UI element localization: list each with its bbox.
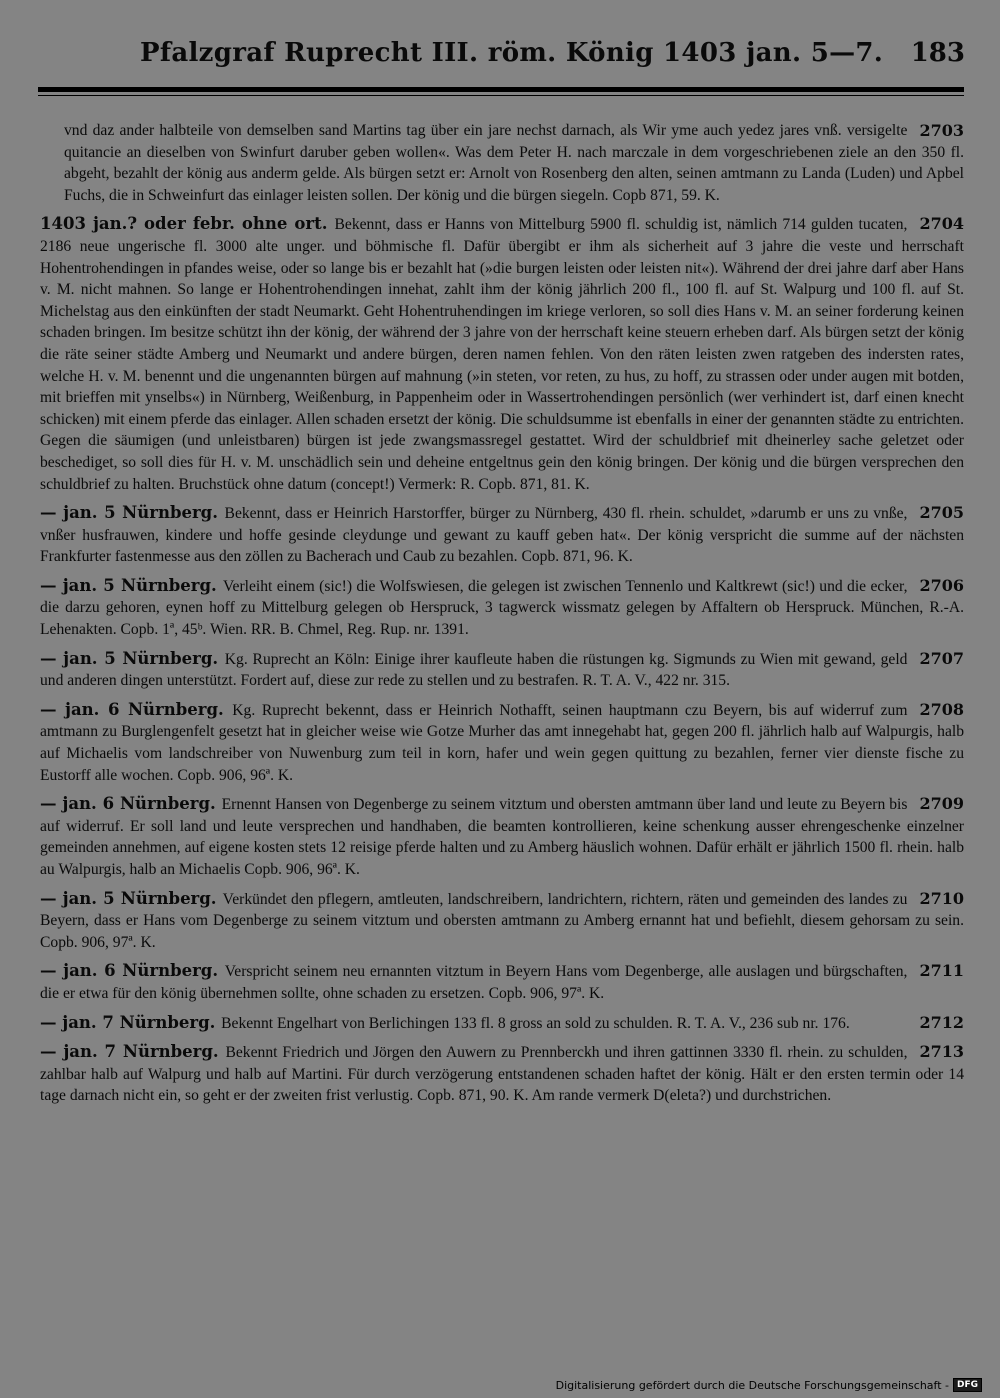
entry-text: Bekennt Engelhart von Berlichingen 133 fl. 8 gross an sold zu schulden. R. T. A. V., 236 sub nr. 176. (221, 1014, 850, 1032)
entry-2706 (40, 575, 964, 641)
entry-2708 (40, 699, 964, 786)
document-body (40, 120, 964, 1114)
entry-date: — jan. 5 Nürnberg. (40, 888, 223, 908)
entry-number: 2708 (919, 699, 964, 719)
entry-2713 (40, 1041, 964, 1107)
page-header (40, 38, 965, 78)
entry-date: — jan. 6 Nürnberg. (40, 794, 222, 814)
page-number: 183 (910, 38, 965, 68)
entry-date: — jan. 6 Nürnberg. (40, 699, 233, 719)
entry-number: 2711 (919, 961, 964, 981)
entry-text: Verleiht einem (sic!) die Wolfswiesen, die gelegen ist zwischen Tennenlo und Kaltkrewt (sic!) und die ecker, die darzu gehoren, eynen hoff zu Mittelburg gelegen ob Herspruck, 3 tagwerck wissmatz gelegen by Affaltern ob Herspruck. München, R.-A. Lehenakten. Copb. 1ª, 45ᵇ. Wien. RR. B. Chmel, Reg. Rup. nr. 1391. (40, 577, 964, 639)
entry-text: Ernennt Hansen von Degenberge zu seinem vitztum und obersten amtmann über land und leute zu Beyern bis auf widerruf. Er soll land und leute versprechen und handhaben, die beamten kontrollieren, keine schenkung ausser ehrengeschenke einzelner gemeinden annehmen, auf eigene kosten stets 12 reisige pferde halten und zu Amberg häuslich wohnen. Dafür erhält er jährlich 1500 fl. rhein. halb au Walpurgis, halb an Michaelis Copb. 906, 96ª. K. (40, 796, 964, 878)
entry-2703 (40, 120, 964, 206)
dfg-logo: DFG (953, 1378, 982, 1392)
entry-date: — jan. 5 Nürnberg. (40, 575, 223, 595)
entry-text: vnd daz ander halbteile von demselben sand Martins tag über ein jare nechst darnach, als Wir yme auch yedez jares vnß. versigelte quitancie an dieselben von Swinfurt daruber geben wollen«. Was dem Peter H. nach marczale in dem vorgeschriebenen ziele an den 350 fl. abgeht, bezahlt der könig aus anderm gelde. Als bürgen setzt er: Arnolt von Rosenberg den alten, seinen amtmann zu Landa (Luden) und Apbel Fuchs, die in Schweinfurt das einlager leisten sollen. Der könig und die bürgen siegeln. Copb 871, 59. K. (64, 122, 964, 204)
header-rule-thin (38, 95, 964, 96)
entry-number: 2710 (919, 888, 964, 908)
entry-text: Verkündet den pflegern, amtleuten, landschreibern, landrichtern, richtern, räten und gemeinden des landes zu Beyern, dass er Hans vom Degenberge zu seinem vitztum und obersten amtmann zu Amberg ernannt hat und befiehlt, diesem gehorsam zu sein. Copb. 906, 97ª. K. (40, 890, 964, 951)
entry-number: 2703 (919, 121, 964, 140)
entry-2711 (40, 960, 964, 1004)
entry-number: 2707 (919, 648, 964, 668)
entry-2710 (40, 888, 964, 954)
entry-text: Kg. Ruprecht an Köln: Einige ihrer kaufleute haben die rüstungen kg. Sigmunds zu Wien mit gewand, geld und anderen dingen unterstützt. Fordert auf, diese zur rede zu stellen und zu bestrafen. R. T. A. V., 422 nr. 315. (40, 650, 908, 690)
entry-date: 1403 jan.? oder febr. ohne ort. (40, 214, 335, 234)
entry-text: Verspricht seinem neu ernannten vitztum in Beyern Hans vom Degenberge, alle auslagen und bürgschaften, die er etwa für den könig übernehmen sollte, ohne schaden zu ersetzen. Copb. 906, 97ª. K. (40, 963, 908, 1002)
entry-2707 (40, 648, 964, 692)
entry-2705 (40, 502, 964, 568)
entry-text: Bekennt, dass er Hanns von Mittelburg 5900 fl. schuldig ist, nämlich 714 gulden tucaten, 2186 neue ungerische fl. 3000 alte unger. und böhmische fl. Dafür übergibt er ihm als sicherheit auf 3 jahre die veste und herrschaft Hohentrohendingen in pfandes weise, oder so lange bis er bezahlt hat (»die burgen leisten oder leisten nit«). Während der drei jahre darf aber Hans v. M. nicht mahnen. So lange er Hohentrohendingen innehat, zahlt ihm der könig jährlich 200 fl., 100 fl. auf St. Walpurg und 100 fl. auf St. Michelstag aus den einkünften der stadt Neumarkt. Geht Hohentruhendingen im kriege verloren, so soll dies Hans v. M. an seiner forderung keinen schaden bringen. Im besitze schützt ihn der könig, der während der 3 jahre von der herrschaft keine steuern erheben darf. Als bürgen setzt der könig die räte seiner städte Amberg und Neumarkt und andere bürgen, deren namen fehlen. Von den räten leisten zwen ratgeben des indersten rates, welche H. v. M. benennt und die ungenannten bürgen auf mahnung (»in steten, vor reten, zu hus, zu hoff, zu strassen oder under augen mit botden, mit brieffen mit ynselbs«) in Nürnberg, Weißenburg, in Pappenheim oder in Wassertrohendingen persönlich (wer verhindert ist, darf einen knecht schicken) mit einem pferde das einlager. Allen schaden ersetzt der könig. Die schuldsumme ist ebenfalls in einer der genannten städte zu entrichten. Gegen die säumigen (und unleistbaren) bürgen ist jede zwangsmassregel gestattet. Wird der schuldbrief mit dheinerley sache geletzet oder beschediget, so soll dies für H. v. M. unschädlich sein und deheine entgeltnus gein den könig bringen. Der könig und die bürgen versprechen den schuldbrief zu halten. Bruchstück ohne datum (concept!) Vermerk: R. Copb. 871, 81. K. (40, 216, 964, 493)
entry-number: 2704 (919, 214, 964, 234)
entry-text: Bekennt Friedrich und Jörgen den Auwern zu Prennberckh und ihren gattinnen 3330 fl. rhein. zu schulden, zahlbar halb auf Walpurg und halb auf Martini. Für durch verzögerung entstandenen schaden haftet der könig. Hält er den ersten termin oder 14 tage darnach nicht ein, so geht er der zweiten frist verlustig. Copb. 871, 90. K. Am rande vermerk D(eleta?) und durchstrichen. (40, 1044, 964, 1105)
entry-date: — jan. 7 Nürnberg. (40, 1042, 226, 1062)
entry-2704 (40, 213, 964, 495)
entry-text: Bekennt, dass er Heinrich Harstorffer, bürger zu Nürnberg, 430 fl. rhein. schuldet, »darumb er uns zu vnße, vnßer husfrauwen, kindere und hoffe gesinde cleydunge und gewant zu kauff geben hat«. Der könig verspricht die summe auf der nächsten Frankfurter fastenmesse aus den zöllen zu Bacherach und Caub zu bezahlen. Copb. 871, 96. K. (40, 505, 964, 566)
entry-number: 2712 (919, 1012, 964, 1032)
digitization-credit (556, 1378, 982, 1392)
page-title: Pfalzgraf Ruprecht III. röm. König 1403 jan. 5—7. (140, 38, 884, 68)
entry-date: — jan. 5 Nürnberg. (40, 503, 225, 523)
entry-date: — jan. 5 Nürnberg. (40, 648, 225, 668)
entry-number: 2706 (919, 575, 964, 595)
entry-text: Kg. Ruprecht bekennt, dass er Heinrich Nothafft, seinen hauptmann czu Beyern, bis auf widerruf zum amtmann zu Burglengenfelt gesetzt hat in gleicher weise wie Gotze Murher das amt innegehabt hat, gegen 200 fl. jährlich halb auf Walpurgis, halb auf Michaelis vom landschreiber von Nuwenburg zum teil in korn, hafer und wein gegen quittung zu bezahlen, ferner vier dienste fische zu Eustorff alle wochen. Copb. 906, 96ª. K. (40, 701, 964, 784)
entry-date: — jan. 6 Nürnberg. (40, 961, 225, 981)
entry-2712 (40, 1012, 964, 1035)
entry-number: 2705 (919, 503, 964, 523)
entry-number: 2709 (919, 794, 964, 814)
entry-date: — jan. 7 Nürnberg. (40, 1012, 222, 1032)
header-rule-thick (38, 87, 964, 92)
credit-text: Digitalisierung gefördert durch die Deutsche Forschungsgemeinschaft - (555, 1378, 949, 1392)
entry-2709 (40, 793, 964, 880)
entry-number: 2713 (919, 1042, 964, 1062)
